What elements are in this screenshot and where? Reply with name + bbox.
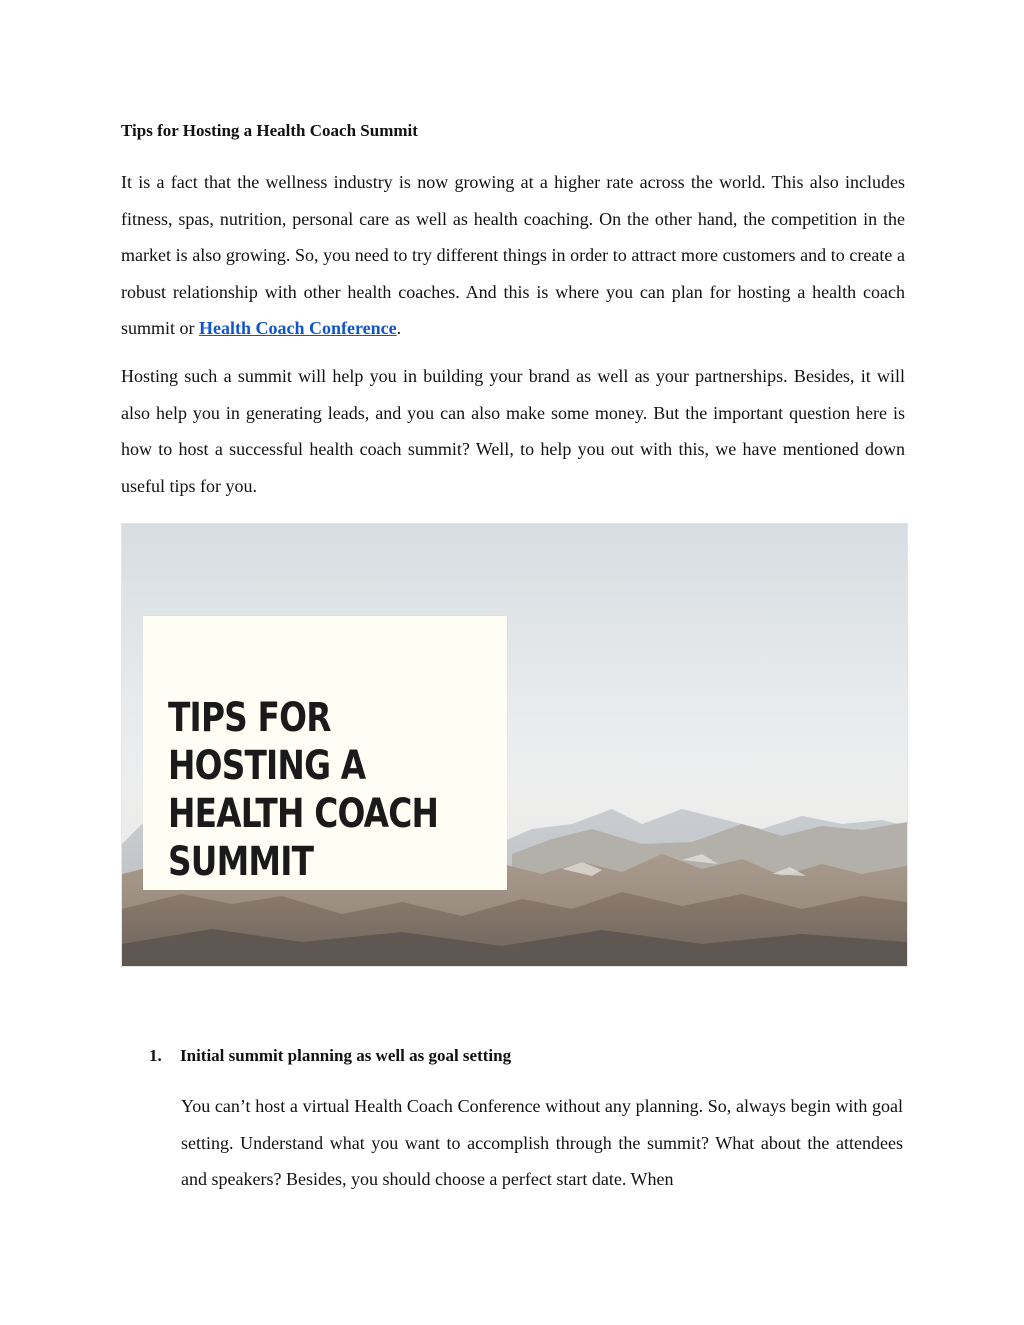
section-number: 1. — [149, 1046, 162, 1065]
section-body-1: You can’t host a virtual Health Coach Conference without any planning. So, always begin with goal setting. Understand what you want to accomplish through the summit? What about the attendees and speakers? Besides, you should choose a perfect start date. When — [181, 1096, 903, 1189]
benefits-paragraph: Hosting such a summit will help you in building your brand as well as your partnerships. Besides, it will also help you in generating leads, and you can also make some money. But the important question here is how to host a successful health coach summit? Well, to help you out with this, we have mentioned down useful tips for you. — [121, 366, 905, 496]
intro-end: . — [396, 318, 402, 338]
page-title: Tips for Hosting a Health Coach Summit — [121, 121, 418, 140]
hero-title-card — [143, 616, 507, 890]
section-heading-1 — [149, 1046, 511, 1066]
hero-image — [121, 523, 908, 967]
intro-paragraph — [121, 164, 905, 347]
section-heading-text: Initial summit planning as well as goal setting — [180, 1046, 512, 1065]
intro-text: It is a fact that the wellness industry is now growing at a higher rate across the world. This also includes fitness, spas, nutrition, personal care as well as health coaching. On the other hand, the competition in the market is also growing. So, you need to try different things in order to attract more customers and to create a robust relationship with other health coaches. And this is where you can plan for hosting a health coach summit or — [121, 172, 905, 338]
health-coach-conference-link[interactable]: Health Coach Conference — [199, 318, 397, 338]
hero-title: TIPS FOR HOSTING A HEALTH COACH SUMMIT — [168, 695, 439, 885]
